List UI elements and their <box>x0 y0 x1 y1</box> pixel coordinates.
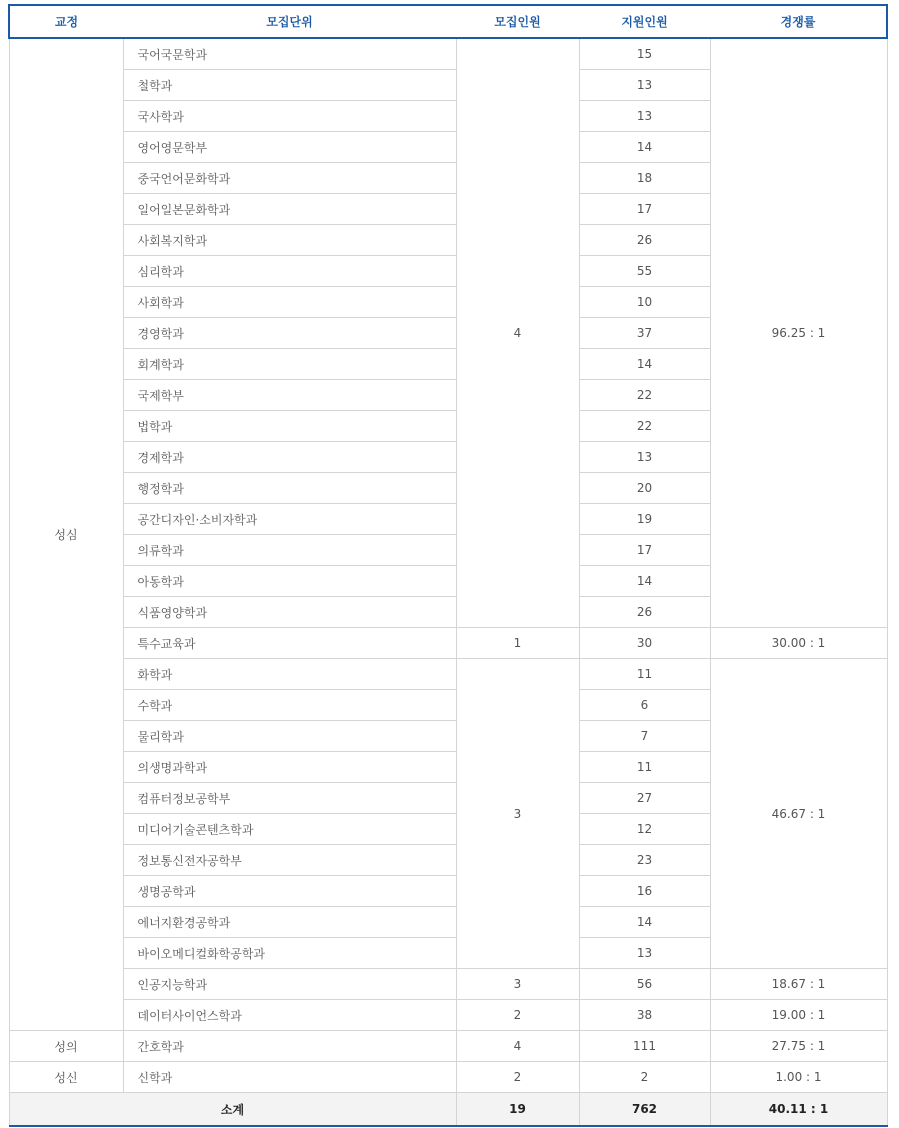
campus-cell: 성신 <box>9 1062 123 1093</box>
unit-cell: 심리학과 <box>123 256 456 287</box>
unit-cell: 사회학과 <box>123 287 456 318</box>
unit-cell: 일어일본문화학과 <box>123 194 456 225</box>
header-row <box>9 5 887 38</box>
quota-cell: 3 <box>456 969 579 1000</box>
unit-cell: 간호학과 <box>123 1031 456 1062</box>
applicants-cell: 56 <box>579 969 710 1000</box>
applicants-cell: 22 <box>579 411 710 442</box>
header-ratio: 경쟁률 <box>710 5 887 38</box>
applicants-cell: 14 <box>579 566 710 597</box>
table-header <box>9 5 887 38</box>
applicants-cell: 23 <box>579 845 710 876</box>
applicants-cell: 12 <box>579 814 710 845</box>
applicants-cell: 13 <box>579 70 710 101</box>
quota-cell: 2 <box>456 1062 579 1093</box>
quota-cell: 4 <box>456 38 579 628</box>
unit-cell: 식품영양학과 <box>123 597 456 628</box>
campus-cell: 성의 <box>9 1031 123 1062</box>
ratio-cell: 46.67 : 1 <box>710 659 887 969</box>
unit-cell: 아동학과 <box>123 566 456 597</box>
table-row <box>9 969 887 1000</box>
applicants-cell: 30 <box>579 628 710 659</box>
unit-cell: 정보통신전자공학부 <box>123 845 456 876</box>
applicants-cell: 37 <box>579 318 710 349</box>
total-label: 소계 <box>9 1093 456 1127</box>
applicants-cell: 26 <box>579 597 710 628</box>
unit-cell: 행정학과 <box>123 473 456 504</box>
ratio-cell: 27.75 : 1 <box>710 1031 887 1062</box>
applicants-cell: 14 <box>579 907 710 938</box>
unit-cell: 컴퓨터정보공학부 <box>123 783 456 814</box>
applicants-cell: 17 <box>579 535 710 566</box>
table-row <box>9 628 887 659</box>
header-applicants: 지원인원 <box>579 5 710 38</box>
quota-cell: 2 <box>456 1000 579 1031</box>
applicants-cell: 17 <box>579 194 710 225</box>
table-row <box>9 1062 887 1093</box>
applicants-cell: 26 <box>579 225 710 256</box>
applicants-cell: 18 <box>579 163 710 194</box>
applicants-cell: 13 <box>579 101 710 132</box>
applicants-cell: 38 <box>579 1000 710 1031</box>
unit-cell: 에너지환경공학과 <box>123 907 456 938</box>
ratio-cell: 19.00 : 1 <box>710 1000 887 1031</box>
unit-cell: 국어국문학과 <box>123 38 456 70</box>
table-row <box>9 38 887 70</box>
applicants-cell: 111 <box>579 1031 710 1062</box>
unit-cell: 회계학과 <box>123 349 456 380</box>
total-quota: 19 <box>456 1093 579 1127</box>
applicants-cell: 13 <box>579 938 710 969</box>
unit-cell: 법학과 <box>123 411 456 442</box>
applicants-cell: 22 <box>579 380 710 411</box>
applicants-cell: 15 <box>579 38 710 70</box>
quota-cell: 3 <box>456 659 579 969</box>
unit-cell: 의류학과 <box>123 535 456 566</box>
applicants-cell: 6 <box>579 690 710 721</box>
applicants-cell: 20 <box>579 473 710 504</box>
applicants-cell: 13 <box>579 442 710 473</box>
ratio-cell: 18.67 : 1 <box>710 969 887 1000</box>
header-campus: 교정 <box>9 5 123 38</box>
applicants-cell: 7 <box>579 721 710 752</box>
unit-cell: 데이터사이언스학과 <box>123 1000 456 1031</box>
table-body <box>9 38 887 1126</box>
total-applicants: 762 <box>579 1093 710 1127</box>
header-unit: 모집단위 <box>123 5 456 38</box>
applicants-cell: 10 <box>579 287 710 318</box>
unit-cell: 바이오메디컬화학공학과 <box>123 938 456 969</box>
unit-cell: 미디어기술콘텐츠학과 <box>123 814 456 845</box>
applicants-cell: 2 <box>579 1062 710 1093</box>
ratio-cell: 96.25 : 1 <box>710 38 887 628</box>
unit-cell: 영어영문학부 <box>123 132 456 163</box>
unit-cell: 인공지능학과 <box>123 969 456 1000</box>
header-quota: 모집인원 <box>456 5 579 38</box>
unit-cell: 경영학과 <box>123 318 456 349</box>
campus-cell: 성심 <box>9 38 123 1031</box>
applicants-cell: 19 <box>579 504 710 535</box>
table-row <box>9 1000 887 1031</box>
quota-cell: 4 <box>456 1031 579 1062</box>
applicants-cell: 16 <box>579 876 710 907</box>
quota-cell: 1 <box>456 628 579 659</box>
unit-cell: 물리학과 <box>123 721 456 752</box>
unit-cell: 신학과 <box>123 1062 456 1093</box>
applicants-cell: 55 <box>579 256 710 287</box>
applicants-cell: 11 <box>579 752 710 783</box>
table-row <box>9 659 887 690</box>
total-ratio: 40.11 : 1 <box>710 1093 887 1127</box>
unit-cell: 수학과 <box>123 690 456 721</box>
applicants-cell: 14 <box>579 349 710 380</box>
unit-cell: 국사학과 <box>123 101 456 132</box>
unit-cell: 사회복지학과 <box>123 225 456 256</box>
unit-cell: 철학과 <box>123 70 456 101</box>
ratio-cell: 30.00 : 1 <box>710 628 887 659</box>
unit-cell: 공간디자인·소비자학과 <box>123 504 456 535</box>
applicants-cell: 11 <box>579 659 710 690</box>
applicants-cell: 14 <box>579 132 710 163</box>
unit-cell: 국제학부 <box>123 380 456 411</box>
unit-cell: 화학과 <box>123 659 456 690</box>
applicants-cell: 27 <box>579 783 710 814</box>
total-row <box>9 1093 887 1127</box>
ratio-cell: 1.00 : 1 <box>710 1062 887 1093</box>
unit-cell: 중국언어문화학과 <box>123 163 456 194</box>
recruitment-results-table <box>8 4 888 1127</box>
unit-cell: 특수교육과 <box>123 628 456 659</box>
table-row <box>9 1031 887 1062</box>
unit-cell: 의생명과학과 <box>123 752 456 783</box>
unit-cell: 생명공학과 <box>123 876 456 907</box>
unit-cell: 경제학과 <box>123 442 456 473</box>
